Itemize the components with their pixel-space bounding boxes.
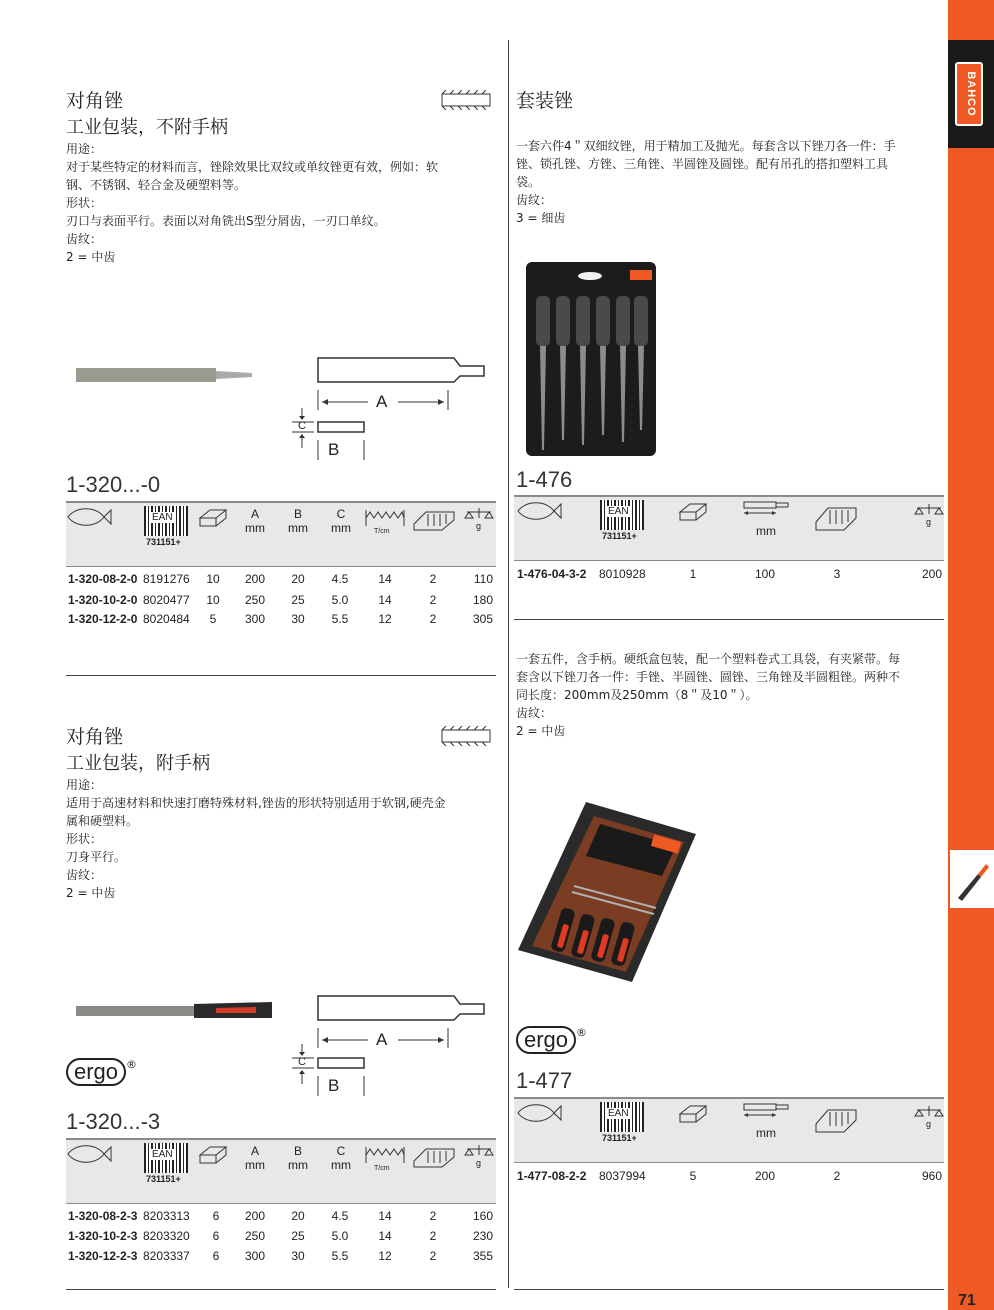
- cell-ean: 8010928: [599, 567, 646, 581]
- ean-label: EAN: [152, 1149, 173, 1160]
- bahco-logo: [955, 62, 983, 126]
- sec1-line: 用途：: [66, 142, 103, 156]
- cell-weight: 110: [473, 572, 493, 586]
- weight-scale-icon: [464, 506, 494, 536]
- cell-pack: 5: [209, 612, 217, 626]
- sec4-line: 2 = 中齿: [516, 724, 566, 738]
- cell-c: 5.0: [331, 1229, 349, 1243]
- sec3-line: 3 = 细齿: [516, 211, 566, 225]
- sec1-line: 对于某些特定的材料而言，锉除效果比双纹或单纹锉更有效，例如：软: [66, 160, 439, 174]
- cell-length: 200: [754, 1169, 776, 1183]
- cell-cut: 2: [429, 572, 437, 586]
- tooth-cut-icon: [412, 506, 456, 536]
- file-tooth-icon: [438, 726, 494, 750]
- sec2-line: 形状：: [66, 832, 103, 846]
- cell-cut: 3: [833, 567, 841, 581]
- cell-tcm: 14: [378, 593, 392, 607]
- sec1-line: 形状：: [66, 196, 103, 210]
- section-divider: [514, 1289, 944, 1290]
- ean-barcode-icon: [144, 506, 188, 536]
- cell-b: 30: [291, 1249, 305, 1263]
- sec1-line: 钢、不锈钢、轻合金及硬塑料等。: [66, 178, 247, 192]
- col-c-header: C mm: [331, 1144, 351, 1172]
- sec2-title: 对角锉: [66, 726, 124, 748]
- ean-label: EAN: [608, 1108, 629, 1119]
- table-row: [0, 1249, 500, 1267]
- section-divider: [66, 1289, 496, 1290]
- bahco-logo-text: BAHCO: [965, 71, 977, 117]
- cell-cut: 2: [429, 1249, 437, 1263]
- sec2-description: [66, 776, 496, 902]
- sec4-line: 套含以下锉刀各一件：手锉、半圆锉、圆锉、三角锉及半圆粗锉。两种不: [516, 670, 901, 684]
- ergo-logo-text: ergo: [516, 1026, 576, 1054]
- fish-icon: [516, 500, 562, 526]
- sec1-line: 刃口与表面平行。表面以对角铣出S型分屑齿，一刃口单纹。: [66, 214, 386, 228]
- sec3-description: [516, 137, 944, 227]
- sec1-description: [66, 140, 486, 266]
- cell-c: 4.5: [331, 572, 349, 586]
- sec1-line: 2 = 中齿: [66, 250, 116, 264]
- cell-weight: 230: [472, 1229, 493, 1243]
- col-c-header: C mm: [331, 507, 351, 535]
- sec3-line: 齿纹：: [516, 193, 553, 207]
- cell-weight: 305: [472, 612, 493, 626]
- ean-prefix: 731151+: [146, 1174, 181, 1184]
- cell-ean: 8020484: [143, 612, 190, 626]
- sec2-line: 属和硬塑料。: [66, 814, 139, 828]
- cell-a: 200: [244, 1209, 266, 1223]
- table3-header: [514, 495, 944, 561]
- dim-a-label: A: [376, 392, 388, 411]
- cell-article: 1-476-04-3-2: [517, 567, 587, 581]
- sec4-line: 同长度：200mm及250mm（8＂及10＂）。: [516, 688, 758, 702]
- cell-article: 1-320-08-2-3: [68, 1209, 138, 1223]
- cell-cut: 2: [429, 593, 437, 607]
- brand-sidebar: [948, 0, 994, 1310]
- g-unit-label: g: [926, 517, 932, 527]
- ean-barcode-icon: [600, 1102, 644, 1132]
- cell-length: 100: [754, 567, 776, 581]
- cell-a: 250: [244, 1229, 266, 1243]
- cell-pack: 5: [689, 1169, 697, 1183]
- cell-article: 1-320-12-2-0: [68, 612, 138, 626]
- page-number: 71: [958, 1292, 976, 1309]
- cell-c: 4.5: [331, 1209, 349, 1223]
- cell-b: 25: [291, 593, 305, 607]
- cell-weight: 200: [921, 567, 942, 581]
- col-a-header: A mm: [245, 1144, 265, 1172]
- sec2-line: 2 = 中齿: [66, 886, 116, 900]
- sec3-line: 一套六件4＂双细纹锉，用于精加工及抛光。每套含以下锉刀各一件：手: [516, 139, 896, 153]
- sec1-title: 对角锉: [66, 90, 124, 112]
- cell-c: 5.0: [331, 593, 349, 607]
- cell-ean: 8203337: [143, 1249, 190, 1263]
- length-icon: [742, 500, 790, 538]
- package-icon: [196, 1143, 230, 1169]
- col-b-header: B mm: [288, 1144, 308, 1172]
- fish-icon: [66, 506, 112, 532]
- tooth-cut-icon: [814, 1104, 858, 1138]
- sec3-line: 锉、锁孔锉、方锉、三角锉、半圆锉及圆锉。配有吊孔的搭扣塑料工具: [516, 157, 889, 171]
- ean-label: EAN: [608, 506, 629, 517]
- cell-ean: 8037994: [599, 1169, 646, 1183]
- cell-pack: 6: [212, 1229, 220, 1243]
- cell-article: 1-320-10-2-0: [68, 593, 138, 607]
- dim-b-label: B: [328, 440, 340, 459]
- sec3-line: 袋。: [516, 175, 541, 189]
- ean-prefix: 731151+: [146, 537, 181, 547]
- sec4-product-code: 1-477: [516, 1068, 573, 1093]
- ean-prefix: 731151+: [602, 531, 637, 541]
- cell-pack: 6: [212, 1249, 220, 1263]
- sec3-product-code: 1-476: [516, 467, 573, 492]
- ean-barcode-icon: [600, 500, 644, 530]
- file-set-pouch-image: [524, 260, 658, 462]
- cell-a: 250: [244, 593, 266, 607]
- cell-b: 25: [291, 1229, 305, 1243]
- column-divider: [508, 40, 509, 1288]
- dim-b-label: B: [328, 1076, 340, 1095]
- cell-cut: 2: [429, 1229, 437, 1243]
- cell-article: 1-320-10-2-3: [68, 1229, 138, 1243]
- cell-weight: 180: [472, 593, 493, 607]
- cell-b: 20: [291, 572, 305, 586]
- file-with-handle-image: [76, 998, 272, 1028]
- table-row: [0, 612, 500, 630]
- teeth-per-cm-icon: [364, 508, 406, 538]
- sec2-line: 齿纹：: [66, 868, 103, 882]
- hand-tool-thumbnail: [950, 850, 994, 908]
- dimension-diagram: [288, 356, 488, 464]
- file-set-box-image: [516, 800, 700, 988]
- length-unit: mm: [756, 1126, 776, 1140]
- g-unit-label: g: [476, 1158, 482, 1168]
- length-unit: mm: [756, 524, 776, 538]
- length-icon: [742, 1102, 790, 1140]
- cell-weight: 355: [472, 1249, 493, 1263]
- ergo-logo-text: ergo: [66, 1058, 126, 1086]
- cell-b: 30: [291, 612, 305, 626]
- table-row: [0, 1209, 500, 1227]
- table-row: [0, 1169, 946, 1187]
- ergo-logo: ergo ®: [66, 1058, 137, 1086]
- g-unit-label: g: [926, 1119, 932, 1129]
- dim-a-label: A: [376, 1030, 388, 1049]
- table-row: [0, 593, 500, 611]
- cell-cut: 2: [429, 612, 437, 626]
- fish-icon: [66, 1143, 112, 1169]
- t-cm-label: T/cm: [374, 1165, 390, 1172]
- table-row: [0, 1229, 500, 1247]
- cell-weight: 960: [921, 1169, 942, 1183]
- col-b-header: B mm: [288, 507, 308, 535]
- file-tooth-icon: [438, 90, 494, 114]
- package-icon: [196, 506, 230, 532]
- dim-c-label: C: [298, 420, 306, 432]
- cell-tcm: 14: [378, 1229, 392, 1243]
- sec1-product-code: 1-320...-0: [66, 472, 161, 497]
- cell-ean: 8191276: [143, 572, 190, 586]
- sec1-subtitle: 工业包装，不附手柄: [66, 117, 228, 138]
- sec1-line: 齿纹：: [66, 232, 103, 246]
- fish-icon: [516, 1102, 562, 1128]
- cell-cut: 2: [833, 1169, 841, 1183]
- cell-article: 1-320-12-2-3: [68, 1249, 138, 1263]
- sec2-line: 刀身平行。: [66, 850, 127, 864]
- table-row: [0, 567, 946, 585]
- cell-pack: 10: [206, 593, 220, 607]
- ean-label: EAN: [152, 512, 173, 523]
- sec2-line: 适用于高速材料和快速打磨特殊材料,锉齿的形状特别适用于软钢,硬壳金: [66, 796, 446, 810]
- cell-tcm: 12: [378, 1249, 392, 1263]
- sec2-product-code: 1-320...-3: [66, 1109, 161, 1134]
- sec2-line: 用途：: [66, 778, 103, 792]
- sec2-subtitle: 工业包装，附手柄: [66, 753, 210, 774]
- section-divider: [514, 619, 944, 620]
- cell-tcm: 14: [378, 572, 392, 586]
- cell-article: 1-477-08-2-2: [517, 1169, 587, 1183]
- cell-a: 200: [244, 572, 266, 586]
- sec4-line: 齿纹：: [516, 706, 553, 720]
- cell-pack: 10: [206, 572, 220, 586]
- cell-tcm: 14: [378, 1209, 392, 1223]
- cell-cut: 2: [429, 1209, 437, 1223]
- ergo-logo: ergo ®: [516, 1026, 587, 1054]
- table4-header: [514, 1097, 944, 1163]
- col-a-header: A mm: [245, 507, 265, 535]
- flat-file-image: [76, 366, 256, 388]
- cell-ean: 8203320: [143, 1229, 190, 1243]
- cell-ean: 8203313: [143, 1209, 190, 1223]
- sec4-description: [516, 650, 944, 740]
- cell-b: 20: [291, 1209, 305, 1223]
- cell-c: 5.5: [331, 612, 349, 626]
- dim-c-label: C: [298, 1056, 306, 1068]
- weight-scale-icon: [914, 1104, 944, 1134]
- cell-pack: 1: [689, 567, 697, 581]
- ean-prefix: 731151+: [602, 1133, 637, 1143]
- section-divider: [66, 675, 496, 676]
- cell-a: 300: [244, 612, 266, 626]
- g-unit-label: g: [476, 521, 482, 531]
- weight-scale-icon: [914, 502, 944, 532]
- cell-ean: 8020477: [143, 593, 190, 607]
- t-cm-label: T/cm: [374, 528, 390, 535]
- package-icon: [676, 500, 710, 526]
- sec3-title: 套装锉: [516, 90, 574, 112]
- cell-weight: 160: [472, 1209, 493, 1223]
- cell-c: 5.5: [331, 1249, 349, 1263]
- dimension-diagram: [288, 994, 488, 1102]
- cell-pack: 6: [212, 1209, 220, 1223]
- sec4-line: 一套五件，含手柄。硬纸盒包装，配一个塑料卷式工具袋，有夹紧带。每: [516, 652, 901, 666]
- cell-article: 1-320-08-2-0: [68, 572, 138, 586]
- cell-tcm: 12: [378, 612, 392, 626]
- tooth-cut-icon: [814, 502, 858, 536]
- package-icon: [676, 1102, 710, 1128]
- cell-a: 300: [244, 1249, 266, 1263]
